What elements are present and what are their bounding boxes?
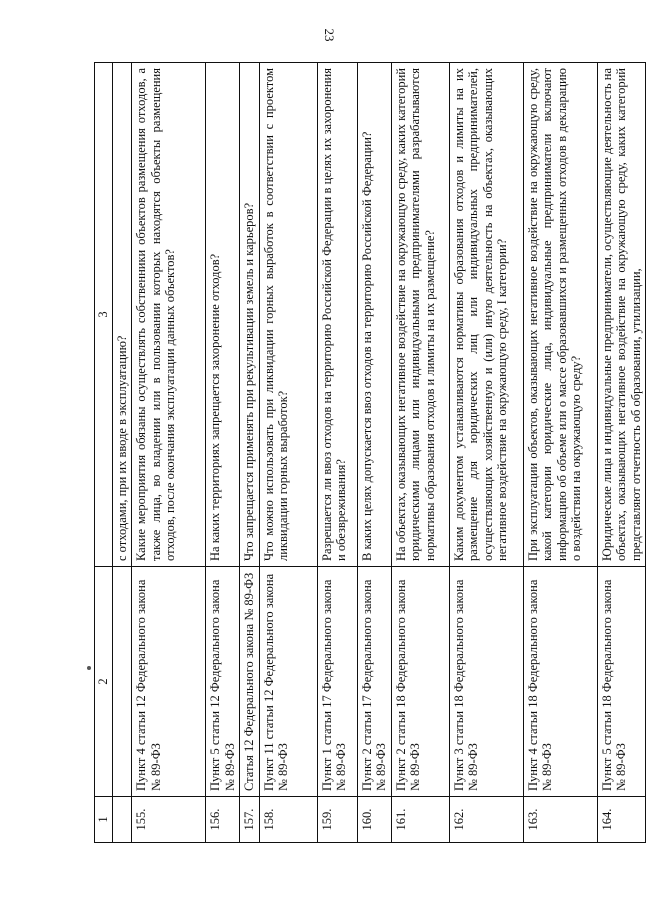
table-row	[132, 63, 206, 843]
row-source: Статья 12 Федерального закона № 89-ФЗ	[240, 567, 260, 797]
table-row	[523, 63, 597, 843]
table-header-row	[95, 63, 113, 843]
rotated-table-container	[94, 63, 643, 843]
column-header-source: 2	[95, 567, 113, 797]
table-row	[240, 63, 260, 843]
row-number: 161.	[391, 797, 449, 843]
row-source: Пункт 3 статьи 18 Федерального закона № 89-ФЗ	[449, 567, 523, 797]
page-number: 23	[322, 28, 337, 42]
row-source: Пункт 11 статьи 12 Федерального закона № 89-ФЗ	[259, 567, 317, 797]
row-number: 157.	[240, 797, 260, 843]
row-source: Пункт 4 статьи 12 Федерального закона № 89-ФЗ	[132, 567, 206, 797]
row-question: Что запрещается применять при рекультивации земель и карьеров?	[240, 63, 260, 567]
row-number: 159.	[317, 797, 357, 843]
table-row	[112, 63, 132, 843]
row-question: Юридические лица и индивидуальные предприниматели, осуществляющие деятельность на объектах, оказывающих негативное воздействие на окружающую среду, каких категорий представляют отчетность об образовании, утилизации,	[597, 63, 646, 567]
row-source: Пункт 1 статьи 17 Федерального закона № 89-ФЗ	[317, 567, 357, 797]
row-question: На объектах, оказывающих негативное воздействие на окружающую среду, каких категорий юридическими лицами или индивидуальными предпринимателями разрабатываются нормативы образования отходов и лимиты на их размещение?	[391, 63, 449, 567]
row-number: 155.	[132, 797, 206, 843]
table-row	[449, 63, 523, 843]
row-question: В каких целях допускается ввоз отходов на территорию Российской Федерации?	[357, 63, 391, 567]
row-source: Пункт 2 статьи 18 Федерального закона № 89-ФЗ	[391, 567, 449, 797]
table-row	[206, 63, 240, 843]
table-row	[391, 63, 449, 843]
table-row	[317, 63, 357, 843]
row-question: Разрешается ли ввоз отходов на территорию Российской Федерации в целях их захоронения и обезвреживания?	[317, 63, 357, 567]
row-source: Пункт 4 статьи 18 Федерального закона № 89-ФЗ	[523, 567, 597, 797]
row-number: 163.	[523, 797, 597, 843]
row-question: Что можно использовать при ликвидации горных выработок в соответствии с проектом ликвидации горных выработок?	[259, 63, 317, 567]
table-row	[357, 63, 391, 843]
column-header-number: 1	[95, 797, 113, 843]
questions-table	[94, 62, 646, 843]
row-number	[112, 797, 132, 843]
row-question: Какие мероприятия обязаны осуществлять собственники объектов размещения отходов, а также лица, во владении или в пользовании которых находятся объекты размещения отходов, после окончания эксплуатации данных объектов?	[132, 63, 206, 567]
row-number: 164.	[597, 797, 646, 843]
row-source: Пункт 5 статьи 18 Федерального закона № 89-ФЗ	[597, 567, 646, 797]
scan-speck	[87, 666, 91, 670]
row-source	[112, 567, 132, 797]
row-number: 160.	[357, 797, 391, 843]
column-header-question: 3	[95, 63, 113, 567]
row-question: Каким документом устанавливаются нормативы образования отходов и лимиты на их размещение для юридических лиц или индивидуальных предпринимателей, осуществляющих хозяйственную и (или) иную деятельность на объектах, оказывающих негативное воздействие на окружающую среду, I категории?	[449, 63, 523, 567]
row-source: Пункт 2 статьи 17 Федерального закона № 89-ФЗ	[357, 567, 391, 797]
row-number: 156.	[206, 797, 240, 843]
row-number: 158.	[259, 797, 317, 843]
row-question: При эксплуатации объектов, оказывающих негативное воздействие на окружающую среду, какой категории юридические лица, индивидуальные предприниматели включают информацию об объеме или о массе образовавшихся и размещенных отходов в декларацию о воздействии на окружающую среду?	[523, 63, 597, 567]
row-question: с отходами, при их вводе в эксплуатацию?	[112, 63, 132, 567]
table-row	[259, 63, 317, 843]
row-number: 162.	[449, 797, 523, 843]
row-question: На каких территориях запрещается захоронение отходов?	[206, 63, 240, 567]
row-source: Пункт 5 статьи 12 Федерального закона № 89-ФЗ	[206, 567, 240, 797]
table-row	[597, 63, 646, 843]
